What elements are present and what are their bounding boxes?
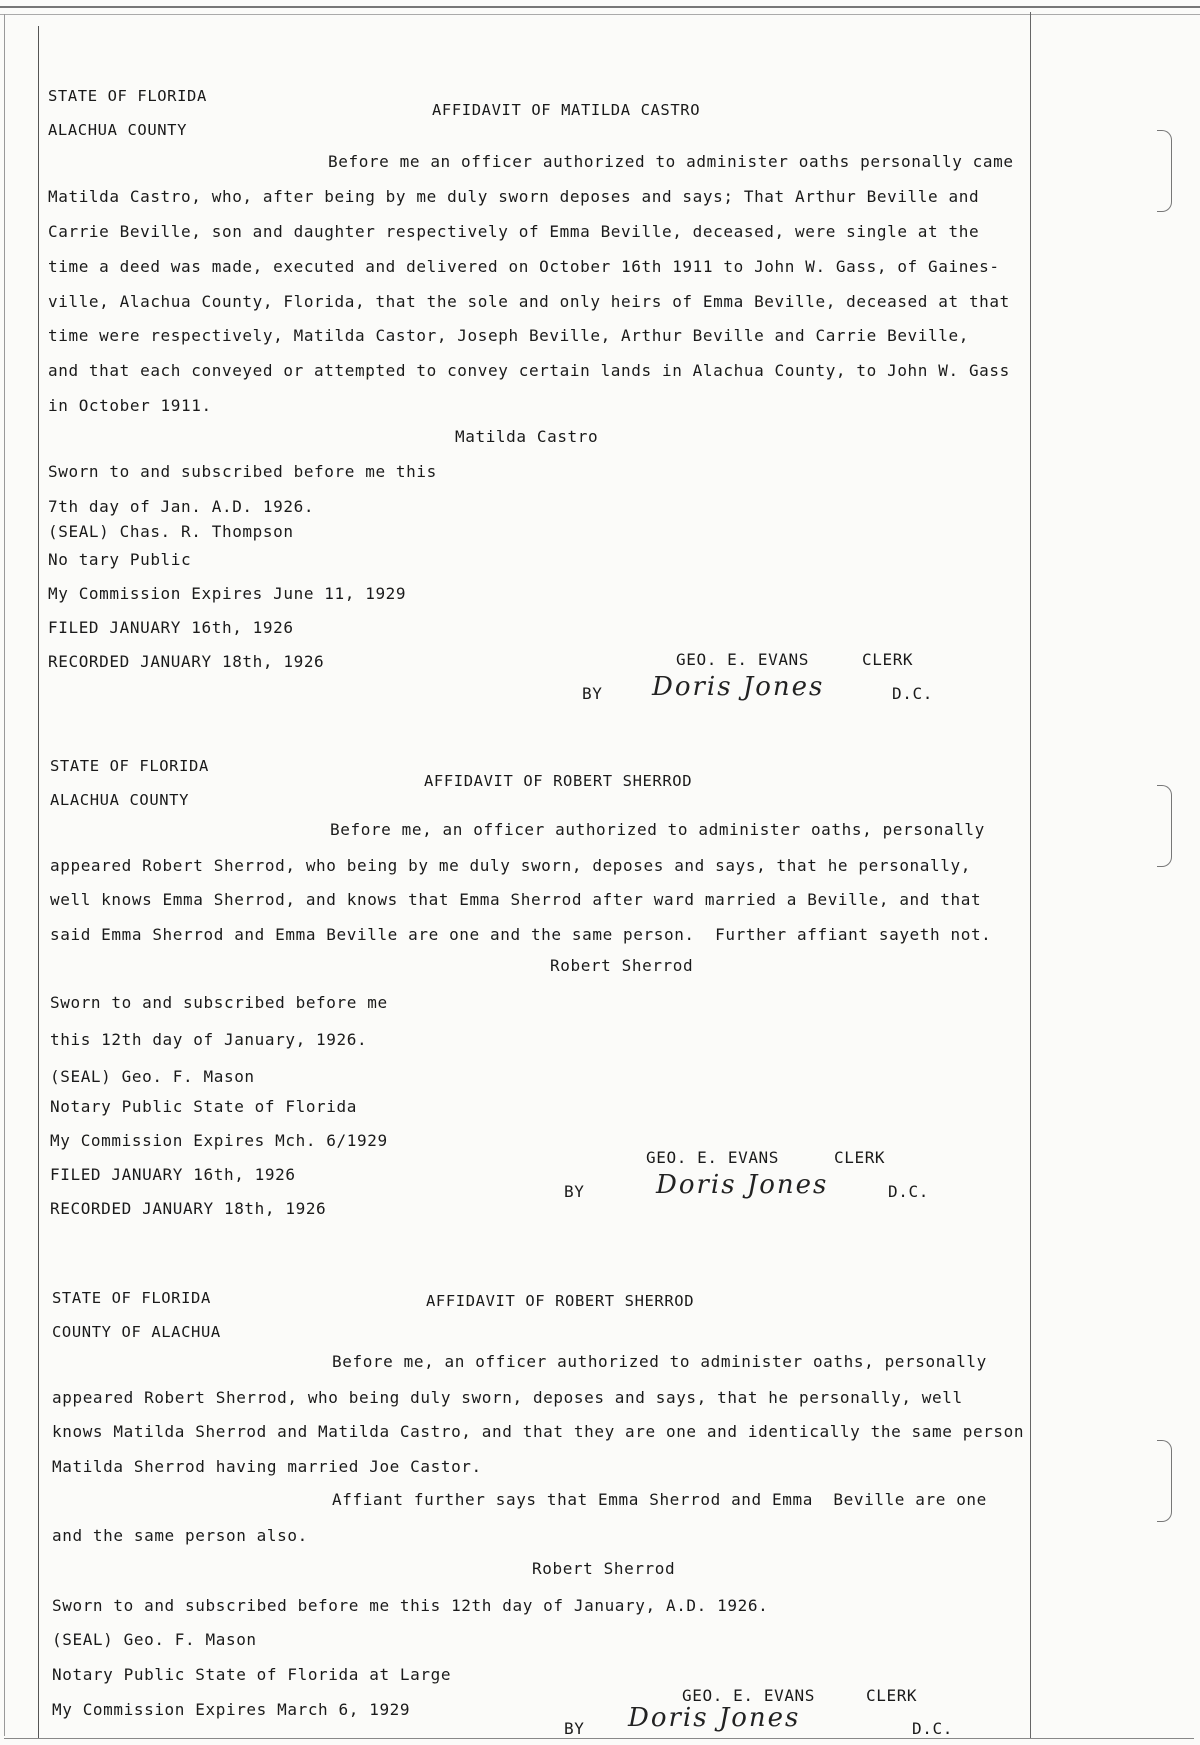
body-line: Before me an officer authorized to administer oaths personally came bbox=[328, 152, 1014, 171]
jurat-line: FILED JANUARY 16th, 1926 bbox=[50, 1165, 296, 1184]
jurat-line: RECORDED JANUARY 18th, 1926 bbox=[48, 652, 325, 671]
body-line: Matilda Castro, who, after being by me duly sworn deposes and says; That Arthur Beville and bbox=[48, 187, 980, 206]
county-heading: ALACHUA COUNTY bbox=[50, 791, 190, 809]
affidavit-title: AFFIDAVIT OF ROBERT SHERROD bbox=[424, 772, 693, 790]
body-line: and that each conveyed or attempted to convey certain lands in Alachua County, to John W. Gass bbox=[48, 361, 1010, 380]
jurat-line: 7th day of Jan. A.D. 1926. bbox=[48, 497, 315, 516]
jurat-line: Sworn to and subscribed before me this 12th day of January, A.D. 1926. bbox=[52, 1596, 769, 1615]
body-line: time a deed was made, executed and delivered on October 16th 1911 to John W. Gass, of Gaines- bbox=[48, 257, 1000, 276]
jurat-line: My Commission Expires Mch. 6/1929 bbox=[50, 1131, 388, 1150]
jurat-line: (SEAL) Geo. F. Mason bbox=[52, 1630, 257, 1649]
jurat-line: My Commission Expires June 11, 1929 bbox=[48, 584, 407, 603]
body-line: said Emma Sherrod and Emma Beville are one and the same person. Further affiant sayeth not. bbox=[50, 925, 992, 944]
body-line: Affiant further says that Emma Sherrod and Emma Beville are one bbox=[332, 1490, 987, 1509]
clerk-title: CLERK bbox=[862, 650, 914, 669]
county-heading: COUNTY OF ALACHUA bbox=[52, 1323, 221, 1341]
left-margin-rule bbox=[38, 26, 39, 1738]
body-line: Matilda Sherrod having married Joe Castor. bbox=[52, 1457, 482, 1476]
clerk-name: GEO. E. EVANS bbox=[646, 1148, 780, 1167]
clerk-title: CLERK bbox=[834, 1148, 886, 1167]
punch-hole-bottom bbox=[1157, 1440, 1172, 1522]
by-label: BY bbox=[582, 684, 603, 703]
body-line: in October 1911. bbox=[48, 396, 212, 415]
deputy-title: D.C. bbox=[892, 684, 933, 703]
deputy-title: D.C. bbox=[888, 1182, 929, 1201]
jurat-line: (SEAL) Geo. F. Mason bbox=[50, 1067, 255, 1086]
clerk-name: GEO. E. EVANS bbox=[682, 1686, 816, 1705]
state-heading: STATE OF FLORIDA bbox=[48, 87, 207, 105]
body-line: knows Matilda Sherrod and Matilda Castro, and that they are one and identically the same person bbox=[52, 1422, 1025, 1441]
jurat-line: RECORDED JANUARY 18th, 1926 bbox=[50, 1199, 327, 1218]
by-label: BY bbox=[564, 1719, 585, 1738]
affidavit-title: AFFIDAVIT OF ROBERT SHERROD bbox=[426, 1292, 695, 1310]
jurat-line: Sworn to and subscribed before me this bbox=[48, 462, 437, 481]
body-line: appeared Robert Sherrod, who being duly sworn, deposes and says, that he personally, well bbox=[52, 1388, 963, 1407]
body-line: Before me, an officer authorized to administer oaths, personally bbox=[332, 1352, 987, 1371]
affiant-name: Robert Sherrod bbox=[550, 956, 694, 975]
jurat-line: My Commission Expires March 6, 1929 bbox=[52, 1700, 411, 1719]
jurat-line: this 12th day of January, 1926. bbox=[50, 1030, 368, 1049]
punch-hole-middle bbox=[1157, 785, 1172, 867]
county-heading: ALACHUA COUNTY bbox=[48, 121, 188, 139]
body-line: and the same person also. bbox=[52, 1526, 308, 1545]
punch-hole-top bbox=[1157, 130, 1172, 212]
right-margin-rule bbox=[1030, 12, 1031, 1738]
jurat-line: (SEAL) Chas. R. Thompson bbox=[48, 522, 294, 541]
body-line: well knows Emma Sherrod, and knows that Emma Sherrod after ward married a Beville, and that bbox=[50, 890, 982, 909]
page-top-edge bbox=[0, 6, 1200, 15]
affiant-name: Robert Sherrod bbox=[532, 1559, 676, 1578]
body-line: Carrie Beville, son and daughter respectively of Emma Beville, deceased, were single at the bbox=[48, 222, 980, 241]
deputy-signature: Doris Jones bbox=[656, 1170, 829, 1200]
page-bottom-edge bbox=[4, 1738, 1194, 1739]
jurat-line: Sworn to and subscribed before me bbox=[50, 993, 388, 1012]
jurat-line: Notary Public State of Florida bbox=[50, 1097, 357, 1116]
affiant-name: Matilda Castro bbox=[455, 427, 599, 446]
jurat-line: FILED JANUARY 16th, 1926 bbox=[48, 618, 294, 637]
body-line: time were respectively, Matilda Castor, Joseph Beville, Arthur Beville and Carrie Beville, bbox=[48, 326, 969, 345]
body-line: ville, Alachua County, Florida, that the sole and only heirs of Emma Beville, deceased at that bbox=[48, 292, 1010, 311]
by-label: BY bbox=[564, 1182, 585, 1201]
clerk-name: GEO. E. EVANS bbox=[676, 650, 810, 669]
page-left-edge bbox=[4, 14, 5, 1736]
state-heading: STATE OF FLORIDA bbox=[52, 1289, 211, 1307]
state-heading: STATE OF FLORIDA bbox=[50, 757, 209, 775]
deputy-signature: Doris Jones bbox=[628, 1703, 801, 1733]
body-line: Before me, an officer authorized to administer oaths, personally bbox=[330, 820, 985, 839]
deputy-signature: Doris Jones bbox=[652, 672, 825, 702]
jurat-line: Notary Public State of Florida at Large bbox=[52, 1665, 452, 1684]
deputy-title: D.C. bbox=[912, 1719, 953, 1738]
clerk-title: CLERK bbox=[866, 1686, 918, 1705]
jurat-line: No tary Public bbox=[48, 550, 192, 569]
affidavit-title: AFFIDAVIT OF MATILDA CASTRO bbox=[432, 101, 701, 119]
body-line: appeared Robert Sherrod, who being by me duly sworn, deposes and says, that he personally, bbox=[50, 856, 971, 875]
